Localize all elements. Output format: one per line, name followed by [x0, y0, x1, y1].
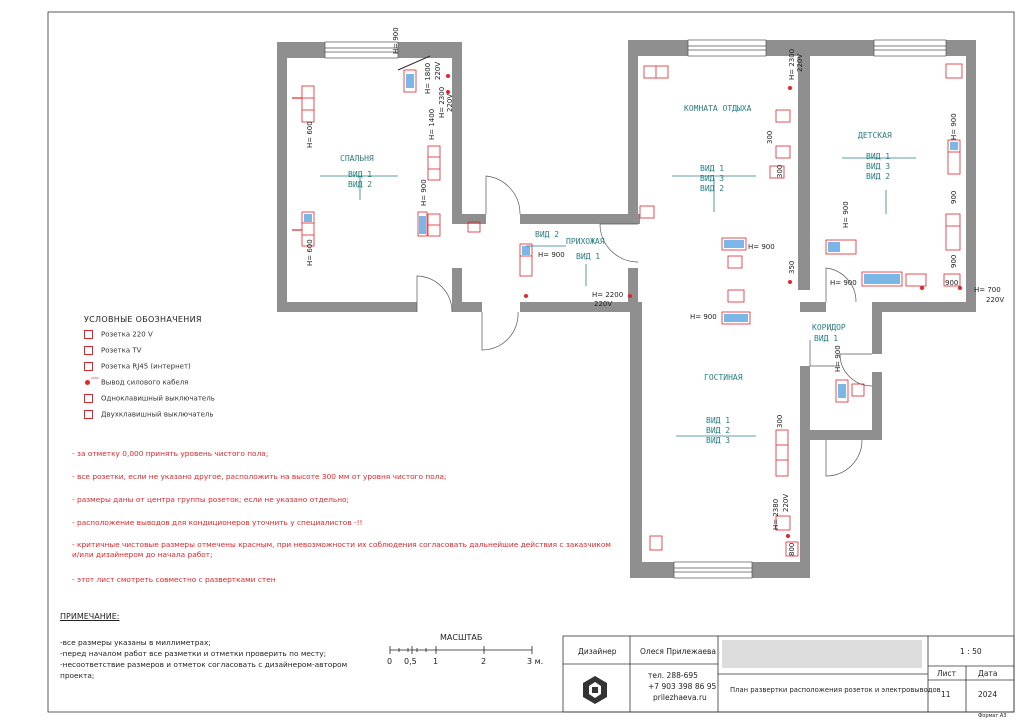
scale-tick: 0	[387, 657, 393, 666]
dim-hallway-h2200: H= 2200	[592, 291, 624, 299]
views-bedroom	[348, 170, 372, 190]
cable-tag: 220V	[91, 376, 99, 380]
designer-site: prilezhaeva.ru	[653, 693, 707, 702]
wall-bedroom-left	[277, 42, 287, 312]
room-label-hallway: ПРИХОЖАЯ	[566, 237, 605, 246]
window-rest	[688, 40, 766, 56]
blurred-client-info	[722, 640, 922, 668]
note-line: - все розетки, если не указано другое, расположить на высоте 300 мм от уровня чистого пола;	[72, 472, 447, 481]
paper-format: Формат А3	[978, 713, 1007, 719]
note-line: - за отметку 0,000 принять уровень чистого пола;	[72, 449, 269, 458]
view-label: ВИД 2	[706, 426, 731, 435]
designer-label: Дизайнер	[578, 647, 617, 656]
room-label-rest-room: КОМНАТА ОТДЫХА	[684, 104, 752, 113]
legend-item-socket-220	[84, 330, 153, 339]
wall-kids-right	[966, 40, 976, 312]
dim-kids-h900: H= 900	[830, 279, 857, 287]
dim-rest-h900: H= 900	[748, 243, 775, 251]
view-hallway-a: ВИД 2	[535, 230, 560, 239]
room-label-bedroom: СПАЛЬНЯ	[340, 154, 374, 163]
dim-living-300: 300	[776, 414, 784, 428]
dim-kids-h700: H= 700	[974, 286, 1001, 294]
wall-bedroom-right	[452, 42, 462, 224]
dim-bedroom-220v-b: 220V	[446, 93, 454, 112]
dim-kids-900: 900	[945, 279, 959, 287]
view-hallway-b: ВИД 1	[576, 252, 601, 261]
wall-corridor-bottom	[810, 430, 882, 440]
note-line: - критичные чистовые размеры отмечены красным, при невозможности их соблюдения согласовать дальнейшие действия с заказчиком и/или дизайнером до начала работ;	[72, 540, 611, 559]
legend-label: Розетка TV	[101, 346, 142, 355]
wall-kids-top-left	[810, 40, 874, 56]
dim-rest-h2300: H= 2300	[788, 48, 796, 80]
scale-tick: 3 м.	[527, 657, 544, 666]
legend-label: Одноклавишный выключатель	[101, 394, 215, 403]
view-label: ВИД 2	[700, 184, 725, 193]
legend-label: Розетка RJ45 (интернет)	[101, 362, 191, 371]
dim-hallway-220v: 220V	[594, 300, 613, 308]
designer-phone-1: тел. 288-695	[648, 671, 698, 680]
dim-living-220v: 220V	[782, 493, 790, 512]
walls	[277, 40, 976, 578]
view-label: ВИД 1	[700, 164, 725, 173]
remark-line: -все размеры указаны в миллиметрах;	[60, 638, 211, 647]
dim-bedroom-h900-b: H= 900	[420, 179, 428, 206]
wall-rest-left	[628, 40, 638, 224]
room-label-living-room: ГОСТИНАЯ	[704, 373, 743, 382]
dim-kids-h900-a: H= 900	[842, 201, 850, 228]
wall-rest-kids-divider	[798, 40, 810, 290]
views-kids-room	[866, 152, 890, 182]
sheet-frame	[48, 12, 1014, 712]
legend-item-single-switch	[84, 394, 215, 403]
legend-label: Розетка 220 V	[101, 330, 153, 339]
designer-logo	[583, 676, 607, 704]
wall-corridor-right	[872, 372, 882, 440]
dim-living-h2380: H= 2380	[772, 498, 780, 530]
remark-line: -перед началом работ все разметки и отметки проверить по месту;	[60, 649, 327, 658]
wall-bedroom-bottom-right	[452, 302, 482, 312]
legend-title: УСЛОВНЫЕ ОБОЗНАЧЕНИЯ	[84, 315, 202, 324]
scale-tick: 2	[481, 657, 487, 666]
window-living	[674, 562, 752, 578]
power-cable-icon	[84, 376, 99, 387]
door-bedroom	[417, 276, 452, 312]
wall-corridor-right-top	[872, 302, 882, 354]
views-rest-room	[700, 164, 724, 194]
door-corridor	[826, 440, 862, 476]
door-bathroom	[840, 354, 872, 386]
dim-kids-900-c: 900	[950, 254, 958, 268]
dim-rest-300-a: 300	[766, 130, 774, 144]
window-kids	[874, 40, 946, 56]
date-label: Дата	[978, 669, 998, 678]
note-line: - этот лист смотреть совместно с развертками стен	[72, 575, 276, 584]
view-label: ВИД 3	[706, 436, 731, 445]
wall-living-right	[800, 366, 810, 578]
wall-hallway-bottom	[520, 302, 642, 312]
dim-rest-220v: 220V	[796, 53, 804, 72]
door-entrance	[482, 312, 518, 350]
wall-bedroom-top-left	[277, 42, 325, 58]
view-corridor: ВИД 1	[814, 334, 839, 343]
dim-rest-350: 350	[788, 260, 796, 274]
room-label-corridor: КОРИДОР	[812, 323, 846, 332]
sheet-number: 11	[941, 690, 951, 699]
dim-kids-h900-b: H= 900	[950, 113, 958, 140]
dim-living-h900: H= 900	[690, 313, 717, 321]
room-label-kids-room: ДЕТСКАЯ	[858, 131, 892, 140]
wall-living-bottom-right	[752, 562, 808, 578]
dim-bedroom-h600-b: H= 600	[306, 239, 314, 266]
dim-bedroom-h900: H= 900	[392, 27, 400, 54]
window-bedroom	[325, 42, 398, 58]
sheet-label: Лист	[937, 669, 957, 678]
door-hallway-top	[486, 176, 520, 214]
scale-value: 1 : 50	[960, 647, 982, 656]
legend-label: Вывод силового кабеля	[101, 378, 189, 387]
dim-rest-300-b: 300	[776, 164, 784, 178]
designer-name: Олеся Прилежаева	[640, 647, 716, 656]
view-label: ВИД 3	[866, 162, 891, 171]
legend-item-socket-rj45	[84, 362, 191, 371]
socket-220-icon	[84, 330, 93, 339]
dim-bedroom-h1400: H= 1400	[428, 108, 436, 140]
note-line: - расположение выводов для кондиционеров уточнить у специалистов -!!	[72, 518, 363, 527]
wall-bedroom-bottom	[277, 302, 417, 312]
socket-tv-icon	[84, 346, 93, 355]
sheet-title: План развертки расположения розеток и электровыводов	[730, 686, 941, 694]
dim-hallway-h900: H= 900	[538, 251, 565, 259]
dim-kids-900-b: 900	[950, 190, 958, 204]
legend-item-socket-tv	[84, 346, 141, 355]
door-rest	[600, 224, 638, 262]
scale-bar	[390, 646, 532, 654]
dim-bedroom-h600-a: H= 600	[306, 121, 314, 148]
view-label: ВИД 1	[706, 416, 731, 425]
wall-living-bottom-left	[630, 562, 674, 578]
double-switch-icon	[84, 410, 93, 419]
dim-living-800: 800	[788, 542, 796, 556]
dim-bedroom-h2300: H= 2300	[438, 86, 446, 118]
wall-kids-bottom	[880, 302, 976, 312]
dim-kids-220v: 220V	[986, 296, 1005, 304]
view-label: ВИД 2	[348, 180, 373, 189]
remark-line: проекта;	[60, 671, 95, 680]
single-switch-icon	[84, 394, 93, 403]
wall-hallway-top-left	[462, 214, 486, 224]
dim-bedroom-h1800: H= 1800	[424, 62, 432, 94]
remark-line: -несоответствие размеров и отметок согласовать с дизайнером-автором	[60, 660, 348, 669]
scale-tick: 0,5	[404, 657, 417, 666]
view-label: ВИД 3	[700, 174, 725, 183]
date-value: 2024	[978, 690, 998, 699]
note-line: - размеры даны от центра группы розеток; если не указано отдельно;	[72, 495, 350, 504]
dim-bedroom-220v-a: 220V	[434, 61, 442, 80]
view-label: ВИД 2	[866, 172, 891, 181]
views-living-room	[706, 416, 730, 446]
legend-label: Двухклавишный выключатель	[101, 410, 214, 419]
remark-title: ПРИМЕЧАНИЕ:	[60, 612, 120, 621]
view-label: ВИД 1	[348, 170, 373, 179]
wall-corridor-top	[800, 302, 826, 312]
legend-item-double-switch	[84, 410, 214, 419]
designer-phone-2: +7 903 398 86 95	[648, 682, 717, 691]
legend-item-power-cable	[84, 378, 188, 387]
wall-living-left	[630, 302, 642, 576]
wall-hallway-top	[520, 214, 640, 224]
dim-corridor-h900: H= 900	[834, 345, 842, 372]
socket-rj45-icon	[84, 362, 93, 371]
view-label: ВИД 1	[866, 152, 891, 161]
wall-rest-top-left	[628, 40, 688, 56]
scale-tick: 1	[433, 657, 439, 666]
scale-title: МАСШТАБ	[440, 633, 483, 642]
